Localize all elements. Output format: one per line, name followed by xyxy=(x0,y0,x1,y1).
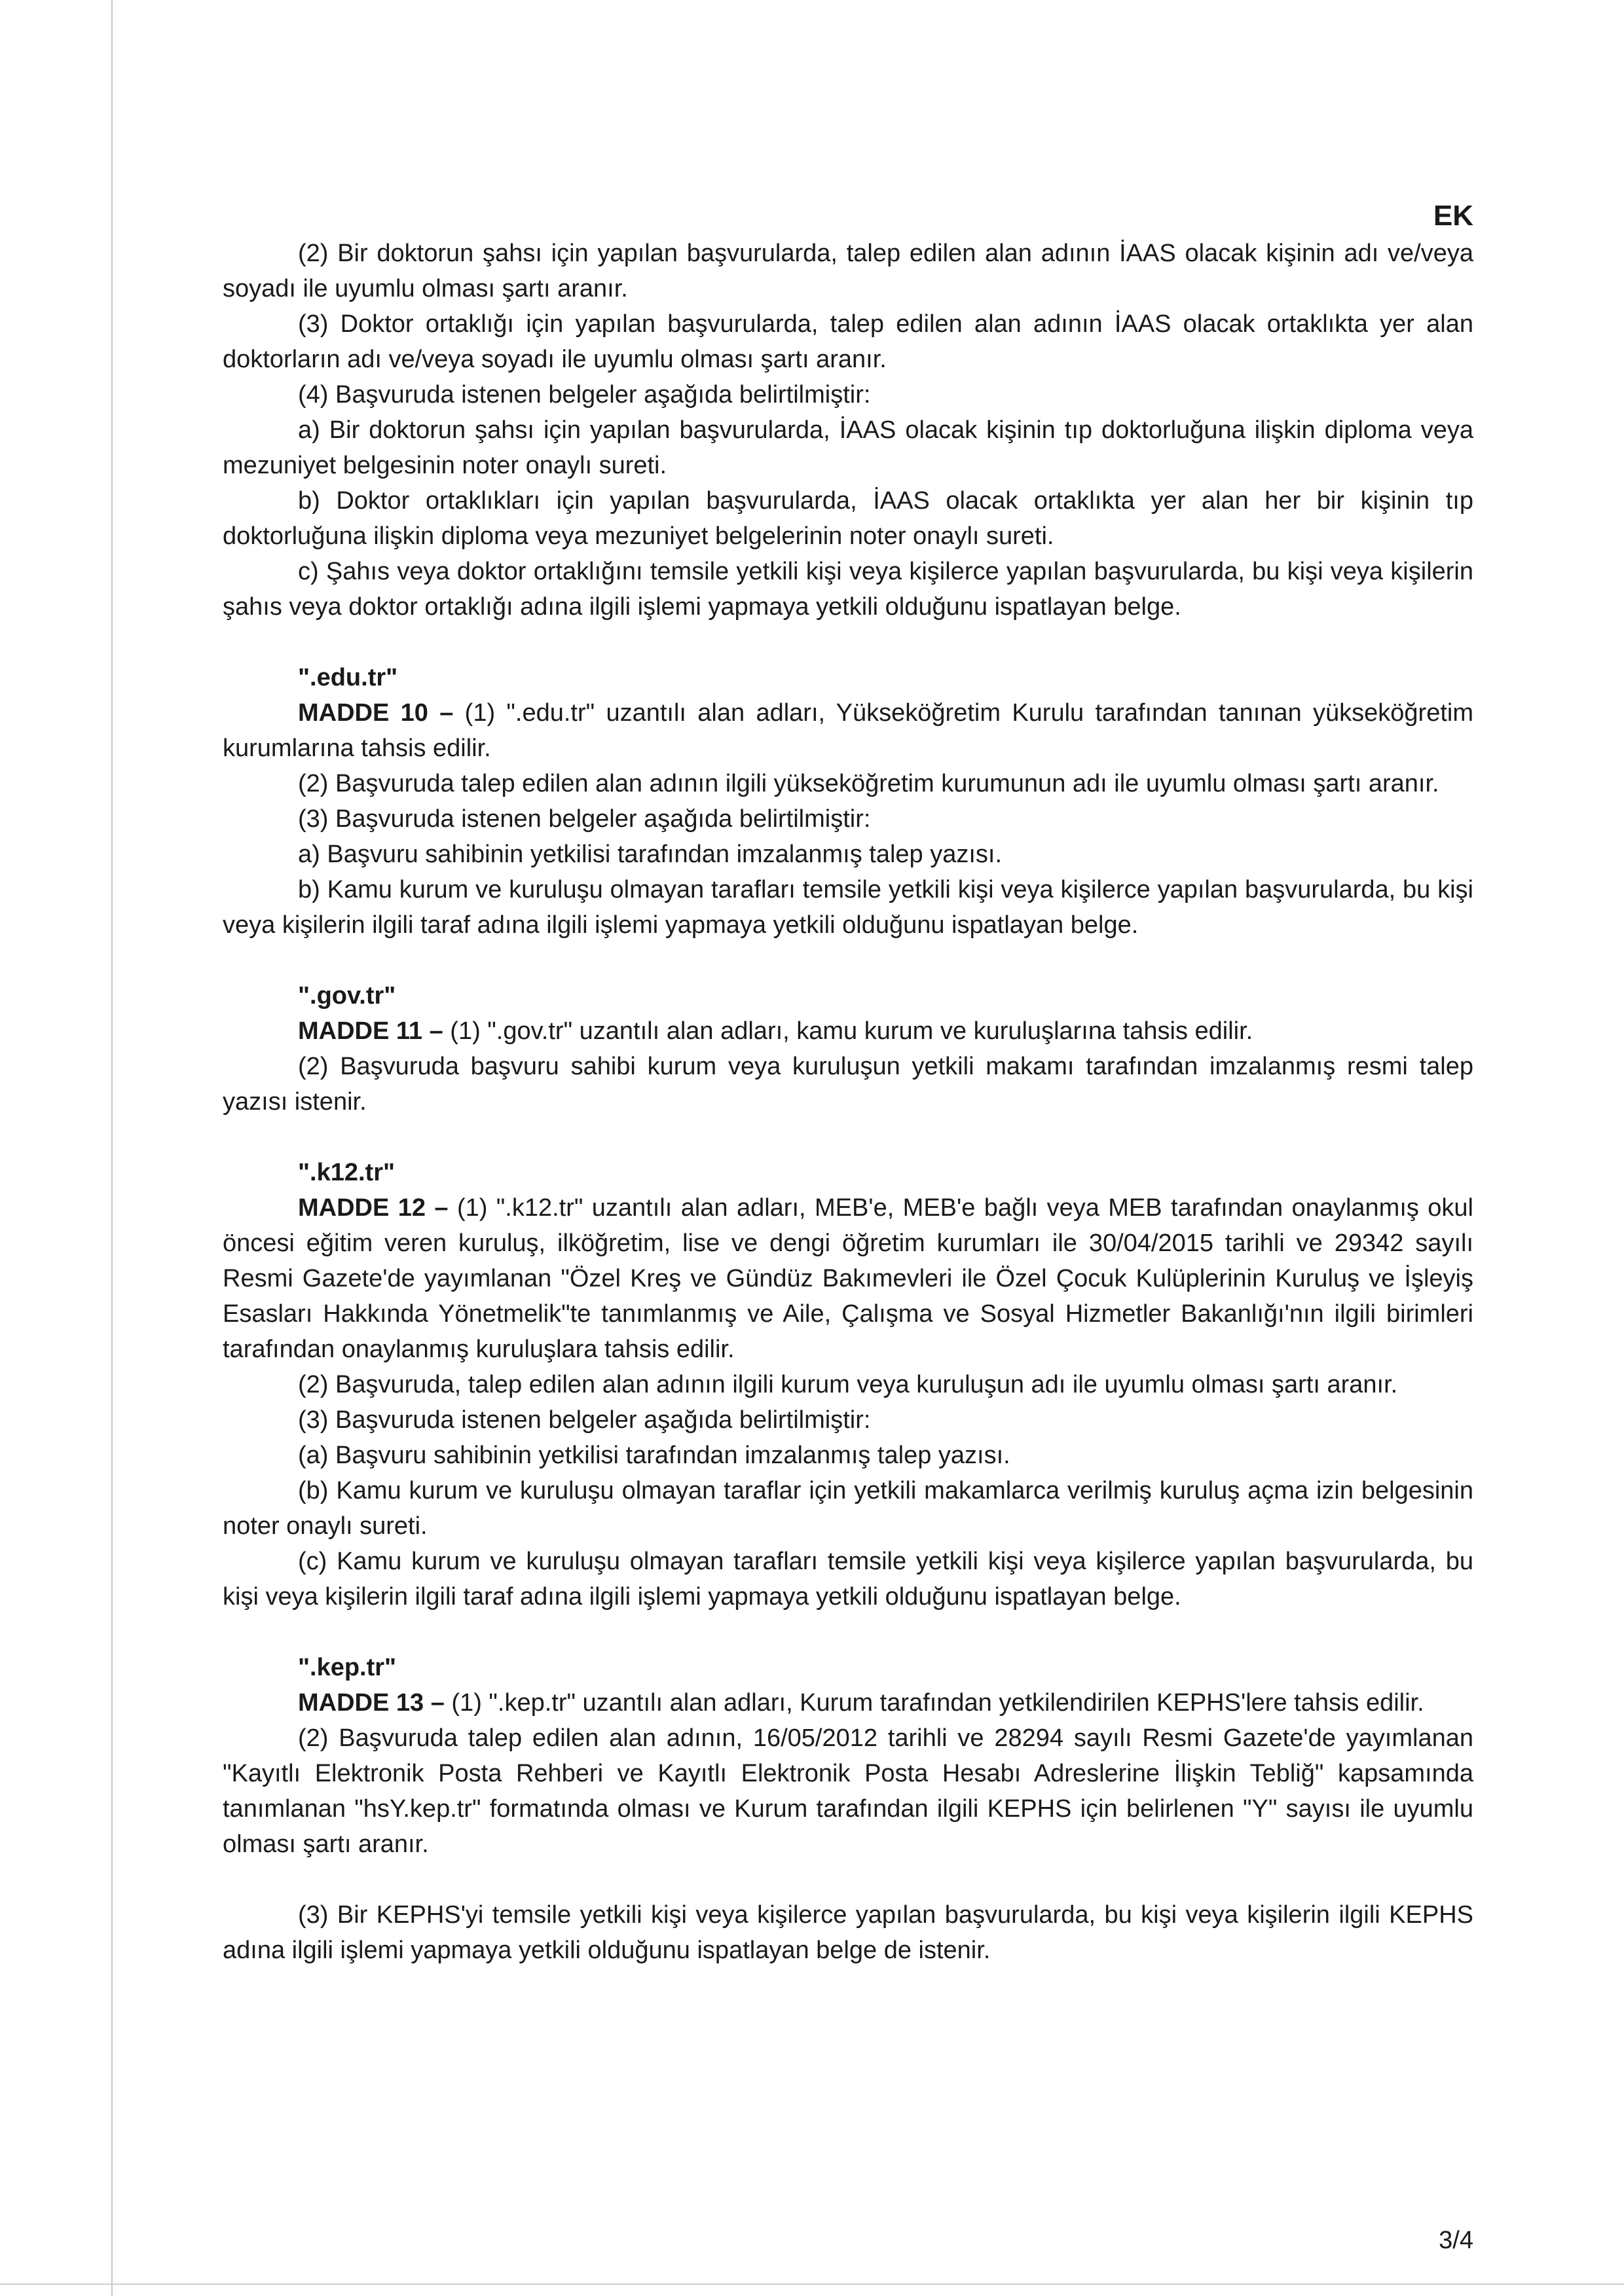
paragraph: b) Doktor ortaklıkları için yapılan başvurularda, İAAS olacak ortaklıkta yer alan her bir kişinin tıp doktorluğuna ilişkin diploma veya mezuniyet belgelerinin noter onaylı sureti. xyxy=(223,487,1473,550)
article-text: (1) ".kep.tr" uzantılı alan adları, Kurum tarafından yetkilendirilen KEPHS'lere tahsis edilir. xyxy=(444,1689,1424,1717)
paragraph: (3) Bir KEPHS'yi temsile yetkili kişi veya kişilerce yapılan başvurularda, bu kişi veya kişilerin ilgili KEPHS adına ilgili işlemi yapmaya yetkili olduğunu ispatlayan belge de istenir. xyxy=(223,1901,1473,1964)
article-paragraph xyxy=(223,1013,1473,1049)
article-text: (1) ".k12.tr" uzantılı alan adları, MEB'e, MEB'e bağlı veya MEB tarafından onaylanmış okul öncesi eğitim veren kuruluş, ilköğretim, lise ve dengi öğretim kurumları ile 30/04/2015 tarihli ve 29342 sayılı Resmi Gazete'de yayımlanan "Özel Kreş ve Gündüz Bakımevleri ile Özel Çocuk Kulüplerinin Kuruluş ve İşleyiş Esasları Hakkında Yönetmelik"te tanımlanmış ve Aile, Çalışma ve Sosyal Hizmetler Bakanlığı'nın ilgili birimleri tarafından onaylanmış kuruluşlara tahsis edilir. xyxy=(223,1194,1473,1363)
paragraph: (4) Başvuruda istenen belgeler aşağıda belirtilmiştir: xyxy=(298,381,871,409)
paragraph: (2) Başvuruda başvuru sahibi kurum veya kuruluşun yetkili makamı tarafından imzalanmış resmi talep yazısı istenir. xyxy=(223,1053,1473,1116)
paragraph: (2) Bir doktorun şahsı için yapılan başvurularda, talep edilen alan adının İAAS olacak kişinin adı ve/veya soyadı ile uyumlu olması şartı aranır. xyxy=(223,240,1473,302)
document-page xyxy=(223,196,1473,1968)
section-gap xyxy=(223,1614,1473,1650)
section-gap xyxy=(223,1120,1473,1155)
paragraph: b) Kamu kurum ve kuruluşu olmayan tarafları temsile yetkili kişi veya kişilerce yapılan başvurularda, bu kişi veya kişilerin ilgili taraf adına ilgili işlemi yapmaya yetkili olduğunu ispatlayan belge. xyxy=(223,876,1473,939)
article-paragraph xyxy=(223,695,1473,766)
article-paragraph xyxy=(223,1685,1473,1721)
paragraph: c) Şahıs veya doktor ortaklığını temsile yetkili kişi veya kişilerce yapılan başvurularda, bu kişi veya kişilerin şahıs veya doktor ortaklığı adına ilgili işlemi yapmaya yetkili olduğunu ispatlayan belge. xyxy=(223,558,1473,621)
article-text: (1) ".edu.tr" uzantılı alan adları, Yükseköğretim Kurulu tarafından tanınan yükseköğretim kurumlarına tahsis edilir. xyxy=(223,699,1473,762)
article-text: (1) ".gov.tr" uzantılı alan adları, kamu kurum ve kuruluşlarına tahsis edilir. xyxy=(443,1017,1253,1045)
paragraph: (3) Doktor ortaklığı için yapılan başvurularda, talep edilen alan adının İAAS olacak ortaklıkta yer alan doktorların adı ve/veya soyadı ile uyumlu olması şartı aranır. xyxy=(223,310,1473,373)
section-gap xyxy=(223,943,1473,978)
paragraph: (2) Başvuruda talep edilen alan adının, 16/05/2012 tarihli ve 28294 sayılı Resmi Gazete'de yayımlanan "Kayıtlı Elektronik Posta Rehberi ve Kayıtlı Elektronik Posta Hesabı Adreslerine İlişkin Tebliğ" kapsamında tanımlanan "hsY.kep.tr" formatında olması ve Kurum tarafından ilgili KEPHS için belirlenen "Y" sayısı ile uyumlu olması şartı aranır. xyxy=(223,1724,1473,1858)
paragraph: a) Başvuru sahibinin yetkilisi tarafından imzalanmış talep yazısı. xyxy=(298,841,1003,868)
article-label: MADDE 13 – xyxy=(298,1689,445,1717)
annex-label: EK xyxy=(1433,200,1473,232)
section-heading-kep: ".kep.tr" xyxy=(298,1654,397,1681)
section-heading-k12: ".k12.tr" xyxy=(298,1159,395,1186)
section-gap xyxy=(223,1862,1473,1897)
article-label: MADDE 12 – xyxy=(298,1194,449,1222)
section-gap xyxy=(223,625,1473,660)
section-heading-edu: ".edu.tr" xyxy=(298,664,398,691)
paragraph: (b) Kamu kurum ve kuruluşu olmayan taraflar için yetkili makamlarca verilmiş kuruluş açma izin belgesinin noter onaylı sureti. xyxy=(223,1477,1473,1540)
scan-bottom-line xyxy=(0,2284,1624,2285)
paragraph: (3) Başvuruda istenen belgeler aşağıda belirtilmiştir: xyxy=(298,1406,871,1434)
article-paragraph xyxy=(223,1190,1473,1367)
article-label: MADDE 11 – xyxy=(298,1017,443,1045)
paragraph: (2) Başvuruda talep edilen alan adının ilgili yükseköğretim kurumunun adı ile uyumlu olması şartı aranır. xyxy=(298,770,1439,797)
scan-margin-line xyxy=(111,0,113,2296)
section-heading-gov: ".gov.tr" xyxy=(298,982,396,1010)
paragraph: (3) Başvuruda istenen belgeler aşağıda belirtilmiştir: xyxy=(298,805,871,833)
paragraph: (a) Başvuru sahibinin yetkilisi tarafından imzalanmış talep yazısı. xyxy=(298,1442,1010,1469)
page-number: 3/4 xyxy=(1439,2227,1473,2254)
article-label: MADDE 10 – xyxy=(298,699,454,727)
paragraph: a) Bir doktorun şahsı için yapılan başvurularda, İAAS olacak kişinin tıp doktorluğuna ilişkin diploma veya mezuniyet belgesinin noter onaylı sureti. xyxy=(223,416,1473,479)
paragraph: (2) Başvuruda, talep edilen alan adının ilgili kurum veya kuruluşun adı ile uyumlu olması şartı aranır. xyxy=(298,1371,1398,1398)
paragraph: (c) Kamu kurum ve kuruluşu olmayan tarafları temsile yetkili kişi veya kişilerce yapılan başvurularda, bu kişi veya kişilerin ilgili taraf adına ilgili işlemi yapmaya yetkili olduğunu ispatlayan belge. xyxy=(223,1548,1473,1611)
